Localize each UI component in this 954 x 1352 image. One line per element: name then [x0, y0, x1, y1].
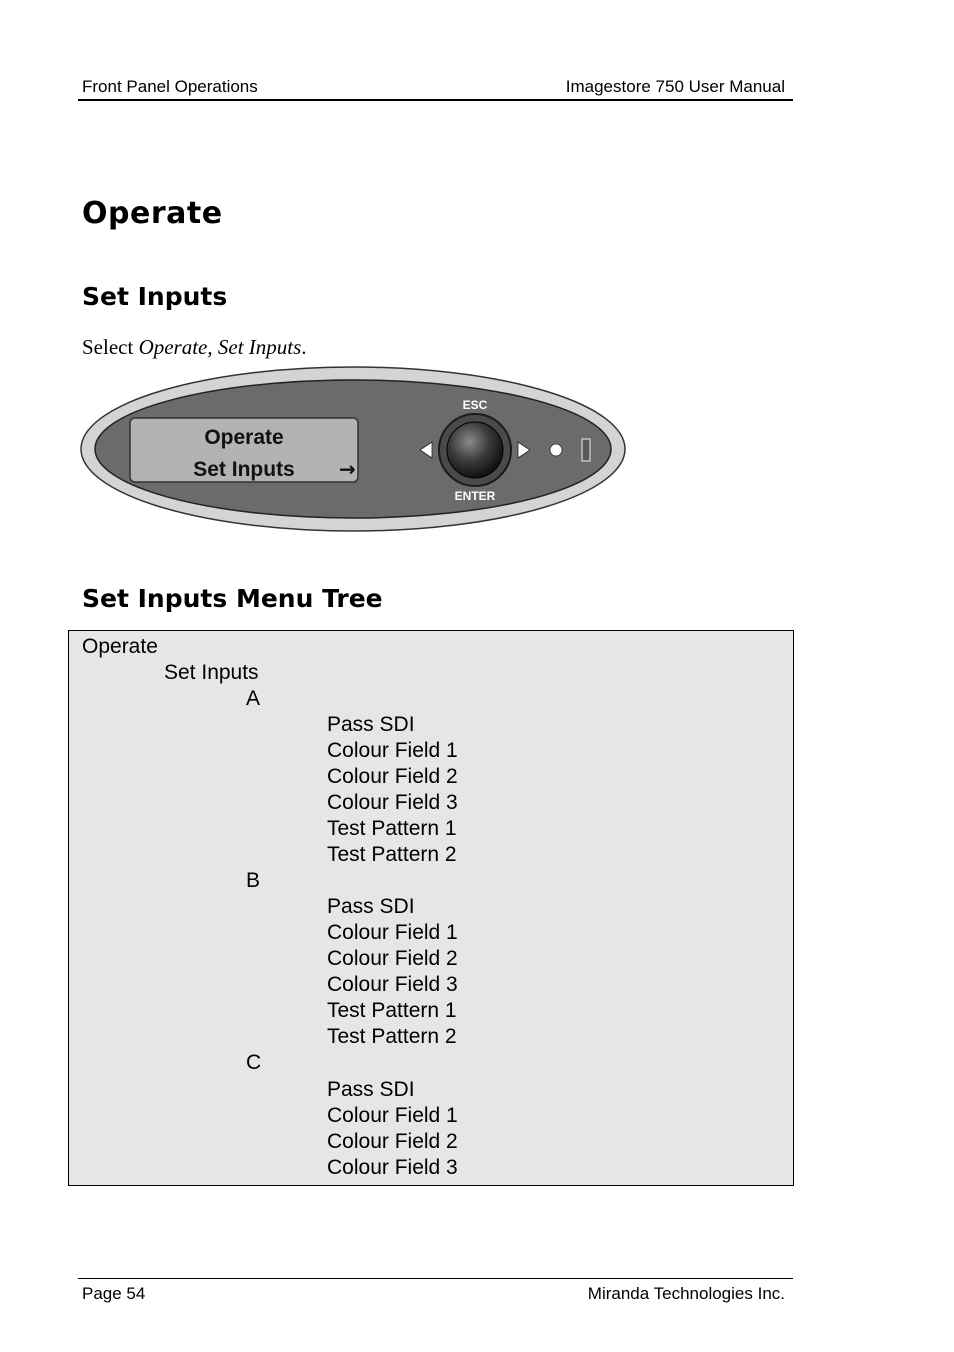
instruction-text: [82, 335, 307, 360]
page-header: [78, 76, 793, 101]
tree-group-label: B: [246, 869, 261, 892]
tree-level1: Set Inputs: [164, 661, 259, 684]
tree-item: Test Pattern 1: [327, 999, 457, 1022]
instruction-prefix: Select: [82, 335, 139, 359]
page-title: Operate: [82, 196, 223, 231]
slot-indicator-icon: [582, 439, 590, 461]
tree-item: Colour Field 3: [327, 973, 458, 996]
lcd-line-set-inputs: Set Inputs: [193, 458, 295, 481]
control-knob[interactable]: [447, 422, 503, 478]
page-number: Page 54: [82, 1284, 146, 1303]
tree-item: Colour Field 1: [327, 739, 458, 762]
front-panel-illustration: [80, 366, 628, 532]
section-heading-set-inputs: Set Inputs: [82, 282, 228, 311]
tree-item: Colour Field 2: [327, 1130, 458, 1153]
header-section-title: Front Panel Operations: [82, 77, 258, 96]
tree-item: Pass SDI: [327, 713, 415, 736]
tree-item: Pass SDI: [327, 895, 415, 918]
tree-group-label: C: [246, 1051, 262, 1074]
tree-item: Test Pattern 2: [327, 1025, 457, 1048]
header-manual-title: Imagestore 750 User Manual: [565, 77, 785, 96]
section-heading-menu-tree: Set Inputs Menu Tree: [82, 584, 383, 613]
tree-item: Colour Field 3: [327, 1156, 458, 1179]
instruction-suffix: .: [301, 335, 307, 359]
lcd-arrow-icon: →: [339, 457, 356, 481]
tree-item: Test Pattern 2: [327, 843, 457, 866]
enter-label: ENTER: [454, 489, 496, 503]
esc-label: ESC: [462, 398, 488, 412]
tree-item: Colour Field 2: [327, 947, 458, 970]
status-led-icon: [550, 444, 562, 456]
footer-company: Miranda Technologies Inc.: [587, 1284, 785, 1303]
lcd-line-operate: Operate: [204, 426, 284, 449]
instruction-emphasis: Operate, Set Inputs: [138, 335, 302, 359]
tree-item: Test Pattern 1: [327, 817, 457, 840]
tree-item: Colour Field 2: [327, 765, 458, 788]
tree-group-label: A: [246, 687, 261, 710]
tree-root: Operate: [82, 635, 158, 658]
tree-item: Colour Field 1: [327, 921, 458, 944]
page-footer: [78, 1278, 793, 1303]
menu-tree-box: [68, 630, 794, 1186]
tree-item: Pass SDI: [327, 1078, 415, 1101]
tree-item: Colour Field 1: [327, 1104, 458, 1127]
tree-item: Colour Field 3: [327, 791, 458, 814]
